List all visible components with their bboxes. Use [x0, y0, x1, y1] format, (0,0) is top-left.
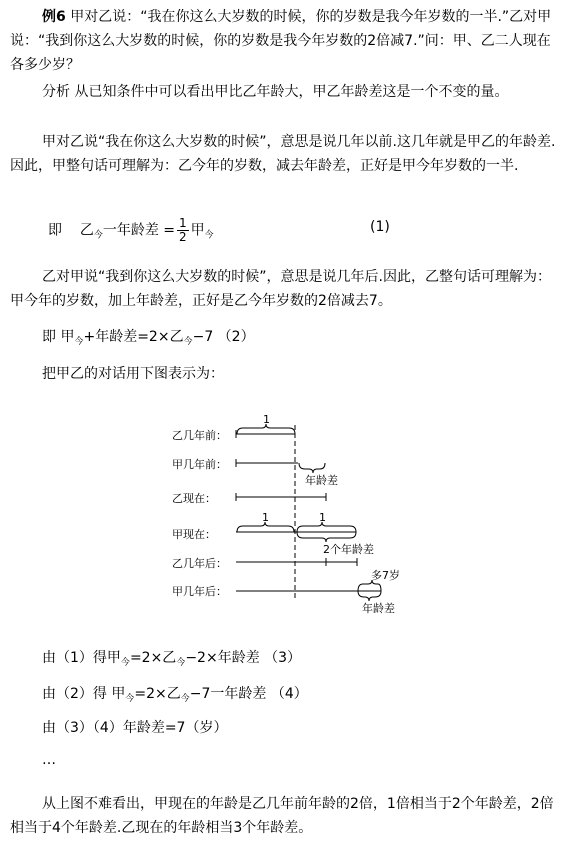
brace-two-age-diff: [297, 532, 356, 542]
eq3-pre: 由（1）得甲: [42, 650, 121, 666]
eq3-sub2: 今: [176, 658, 186, 668]
label-one-c: 1: [319, 511, 326, 524]
label-one-b: 1: [262, 511, 269, 524]
eq1-prefix: 即: [48, 222, 62, 239]
eq4-tail: −7一年龄差 （4）: [189, 686, 308, 702]
eq2-sub1: 今: [74, 337, 84, 347]
paragraph-3: 把甲乙的对话用下图表示为：: [42, 366, 224, 382]
eq1-jia-sub: 今: [204, 230, 214, 241]
paragraph-1: 甲对乙说“我在你这么大岁数的时候”，意思是说几年以前.这几年就是甲乙的年龄差.因此，甲整句话可理解为：乙今年的岁数，减去年龄差，正好是甲今年岁数的一半.: [10, 134, 556, 174]
eq4-sub2: 今: [180, 694, 190, 704]
eq3-sub1: 今: [120, 658, 130, 668]
row-label-yi-after: 乙几年后：: [172, 557, 227, 570]
brace-age-diff: [299, 463, 325, 473]
eq4-pre: 由（2）得 甲: [42, 686, 126, 702]
example-label: 例6: [42, 9, 66, 25]
eq2-sub2: 今: [183, 337, 193, 347]
row-label-yi-before: 乙几年前：: [172, 429, 227, 442]
example-text: 甲对乙说：“我在你这么大岁数的时候，你的岁数是我今年岁数的一半.”乙对甲说：“我到你这么大岁数的时候，你的岁数是我今年岁数的2倍减7.”问：甲、乙二人现在各多少岁？: [10, 9, 552, 73]
eq1-minus-diff: 一年龄差 =: [102, 222, 176, 239]
label-two-age-diff: 2个年龄差: [323, 543, 374, 556]
eq2-mid: +年龄差=2×乙: [83, 329, 184, 345]
eq1-yi-sub: 今: [93, 230, 103, 241]
eq1-numerator: 1: [179, 216, 187, 230]
brace-one-c: [297, 522, 356, 532]
eq3-tail: −2×年龄差 （3）: [185, 650, 302, 666]
paragraph-2: 乙对甲说“我到你这么大岁数的时候”，意思是说几年后.因此，乙整句话可理解为：甲今年的岁数，加上年龄差，正好是乙今年岁数的2倍减去7。: [10, 269, 551, 309]
label-one-a: 1: [263, 413, 270, 426]
conclusion-paragraph: 从上图不难看出，甲现在的年龄是乙几年前年龄的2倍，1倍相当于2个年龄差，2倍相当于4个年龄差.乙现在的年龄相当3个年龄差。: [10, 796, 554, 836]
equation-5: 由（3）（4）年龄差=7（岁）: [42, 720, 228, 736]
equation-1-number: (1): [370, 219, 390, 235]
label-age-diff: 年龄差: [305, 474, 338, 487]
eq1-jia: 甲: [190, 222, 205, 239]
label-age-diff-bottom: 年龄差: [362, 602, 395, 615]
eq1-yi: 乙: [79, 222, 94, 239]
ellipsis: …: [42, 752, 56, 768]
equation-4: [42, 682, 542, 711]
row-label-jia-before: 甲几年前：: [172, 458, 227, 471]
row-label-jia-after: 甲几年后：: [172, 585, 227, 598]
eq4-mid: =2×乙: [134, 686, 181, 702]
eq3-mid: =2×乙: [129, 650, 177, 666]
row-label-yi-now: 乙现在：: [172, 492, 216, 505]
eq1-denominator: 2: [179, 230, 187, 244]
label-plus7: 多7岁: [371, 569, 400, 582]
brace-age-diff-bottom: [358, 591, 381, 601]
eq2-tail: −7 （2）: [192, 329, 255, 345]
row-label-jia-now: 甲现在：: [172, 528, 216, 541]
equation-3: [42, 646, 542, 675]
eq2-prefix: 即 甲: [42, 329, 75, 345]
analysis-paragraph: 分析 从已知条件中可以看出甲比乙年龄大，甲乙年龄差这是一个不变的量。: [42, 84, 509, 100]
eq4-sub1: 今: [125, 694, 135, 704]
